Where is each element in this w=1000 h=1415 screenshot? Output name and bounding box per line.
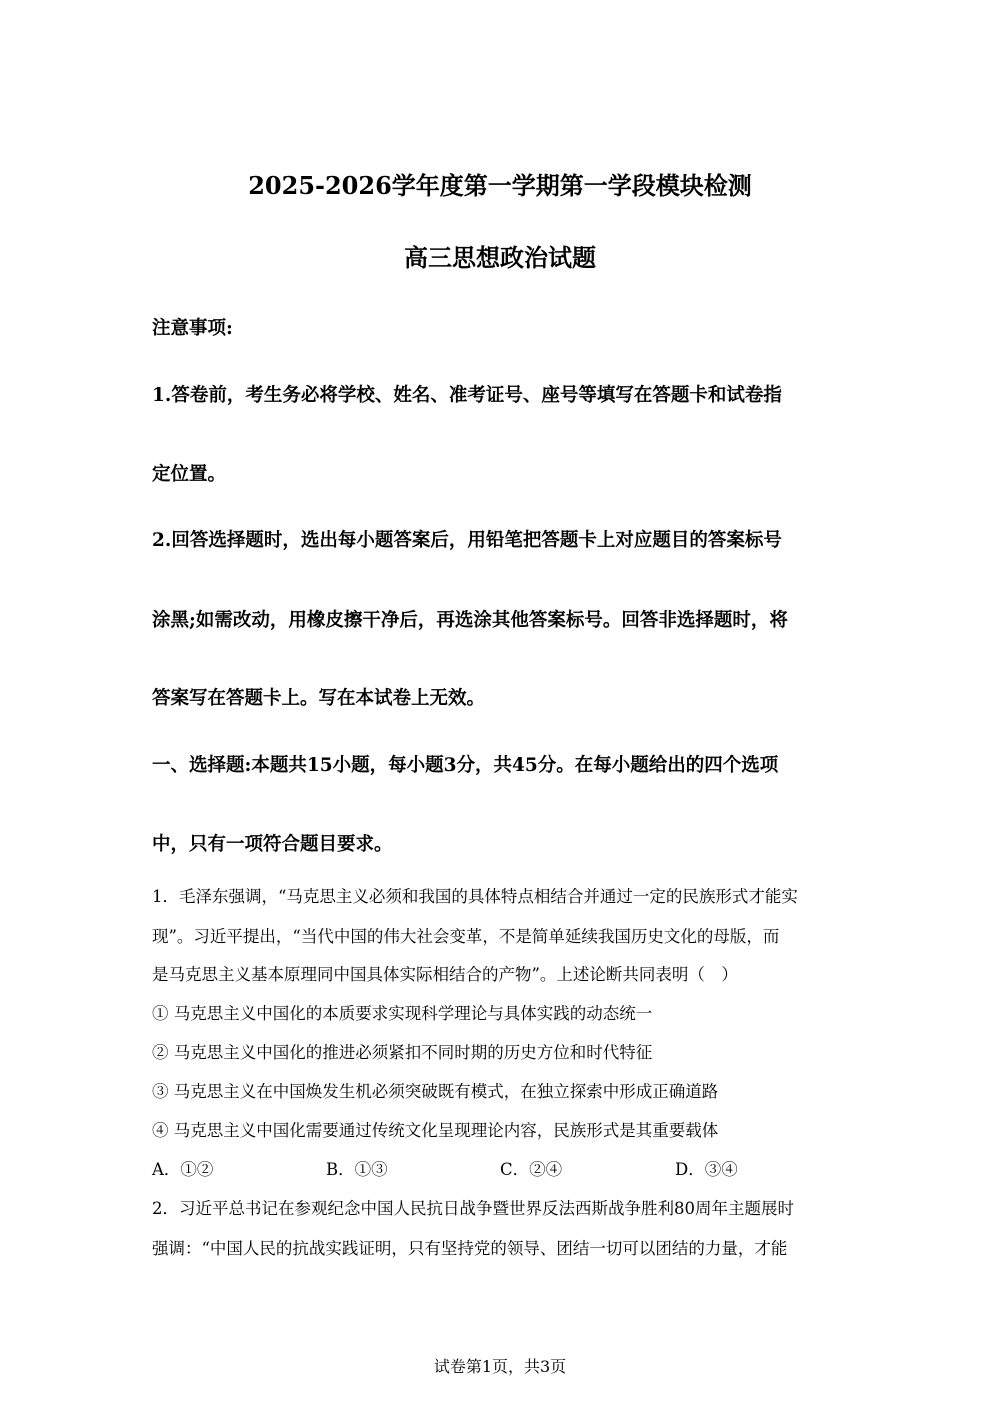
question-1-statement-1: ① 马克思主义中国化的本质要求实现科学理论与具体实践的动态统一 xyxy=(152,1004,653,1023)
question-1-statement-4: ④ 马克思主义中国化需要通过传统文化呈现理论内容，民族形式是其重要载体 xyxy=(152,1121,719,1140)
question-1-option-a: A．①② xyxy=(152,1160,214,1179)
question-2-stem-line-2: 强调：“中国人民的抗战实践证明，只有坚持党的领导、团结一切可以团结的力量，才能 xyxy=(152,1239,788,1258)
exam-title: 2025-2026学年度第一学期第一学段模块检测 xyxy=(248,171,752,200)
question-1-option-c: C．②④ xyxy=(500,1160,563,1179)
exam-subject-title: 高三思想政治试题 xyxy=(404,243,596,272)
notice-item-2-line-1: 2.回答选择题时，选出每小题答案后，用铅笔把答题卡上对应题目的答案标号 xyxy=(152,530,782,551)
notice-heading: 注意事项: xyxy=(152,318,233,339)
notice-item-2-line-2: 涂黑;如需改动，用橡皮擦干净后，再选涂其他答案标号。回答非选择题时，将 xyxy=(152,610,788,631)
notice-item-1-line-2: 定位置。 xyxy=(152,464,227,485)
section-1-heading-line-1: 一、选择题:本题共15小题，每小题3分，共45分。在每小题给出的四个选项 xyxy=(152,755,779,776)
notice-item-2-line-3: 答案写在答题卡上。写在本试卷上无效。 xyxy=(152,688,486,709)
question-1-option-d: D．③④ xyxy=(675,1160,738,1179)
question-1-stem-line-2: 现”。习近平提出，“当代中国的伟大社会变革，不是简单延续我国历史文化的母版，而 xyxy=(152,927,780,946)
question-1-stem-line-3: 是马克思主义基本原理同中国具体实际相结合的产物”。上述论断共同表明（ ） xyxy=(152,965,738,984)
question-1-statement-2: ② 马克思主义中国化的推进必须紧扣不同时期的历史方位和时代特征 xyxy=(152,1043,653,1062)
question-1-option-b: B．①③ xyxy=(326,1160,388,1179)
question-1-stem-line-1: 1．毛泽东强调，“马克思主义必须和我国的具体特点相结合并通过一定的民族形式才能实 xyxy=(152,887,798,906)
page-footer: 试卷第1页，共3页 xyxy=(433,1357,567,1376)
question-2-stem-line-1: 2．习近平总书记在参观纪念中国人民抗日战争暨世界反法西斯战争胜利80周年主题展时 xyxy=(152,1199,794,1218)
notice-item-1-line-1: 1.答卷前，考生务必将学校、姓名、准考证号、座号等填写在答题卡和试卷指 xyxy=(152,385,782,406)
question-1-statement-3: ③ 马克思主义在中国焕发生机必须突破既有模式，在独立探索中形成正确道路 xyxy=(152,1082,719,1101)
section-1-heading-line-2: 中，只有一项符合题目要求。 xyxy=(152,834,393,855)
